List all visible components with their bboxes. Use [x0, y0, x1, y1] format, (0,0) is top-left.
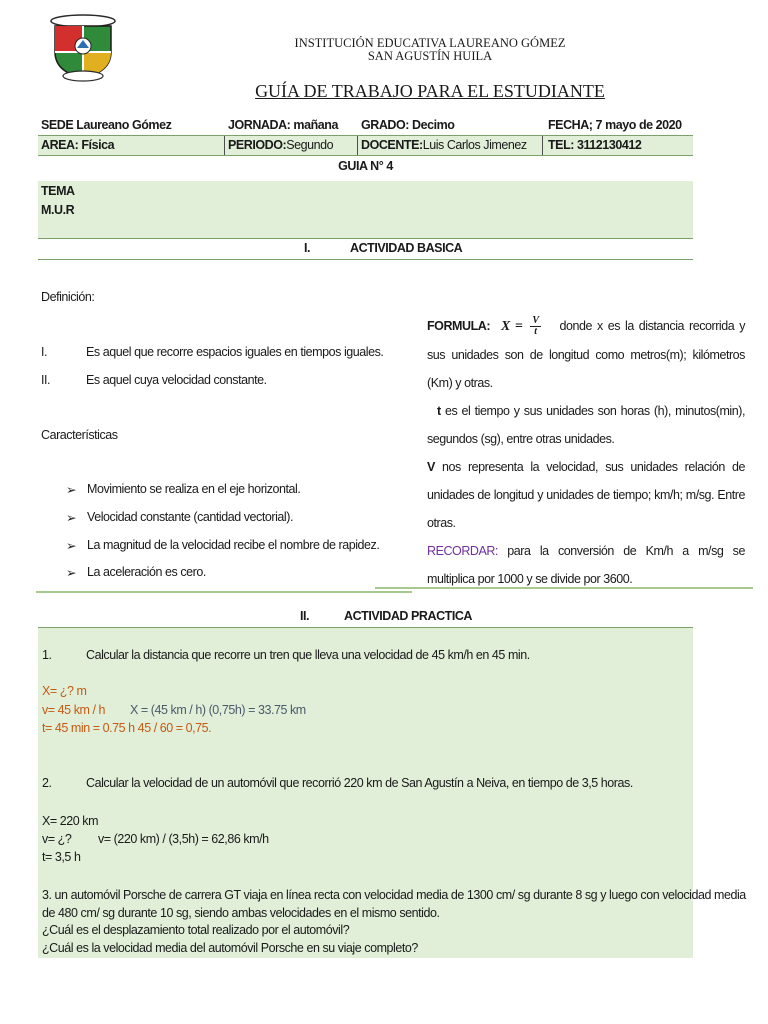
- formula-line: [427, 397, 745, 453]
- activity-basic-number: I.: [304, 241, 311, 255]
- topic-value: M.U.R: [41, 203, 75, 217]
- institution-header: [200, 37, 660, 63]
- definition-number: II.: [41, 373, 51, 387]
- problem-1-v: v= 45 km / h: [42, 703, 106, 717]
- docente-value: Luis Carlos Jimenez: [422, 138, 527, 152]
- problem-2-v: v= ¿?: [42, 832, 72, 846]
- sede-cell: SEDE Laureano Gómez: [41, 118, 172, 132]
- info-row-1: [38, 118, 693, 136]
- arrow-bullet-icon: ➢: [66, 483, 77, 497]
- fecha-cell: FECHA; 7 mayo de 2020: [548, 118, 682, 132]
- jornada-cell: [228, 118, 338, 132]
- formula-label: FORMULA:: [427, 319, 491, 333]
- problem-3-question-2: ¿Cuál es la velocidad media del automóvil Porsche en su viaje completo?: [42, 941, 418, 955]
- problem-2-text: Calcular la velocidad de un automóvil que recorrió 220 km de San Agustín a Neiva, en tiempo de 3,5 horas.: [86, 776, 633, 790]
- reminder-label: RECORDAR:: [427, 544, 498, 558]
- problem-1-number: 1.: [42, 648, 52, 662]
- topic-box: [38, 181, 693, 239]
- reminder-line: [427, 537, 745, 593]
- definition-label: Definición:: [41, 290, 95, 304]
- problem-3-line-1: 3. un automóvil Porsche de carrera GT viaja en línea recta con velocidad media de 1300 cm/ sg durante 8 sg y luego con velocidad media: [42, 888, 746, 902]
- problem-2-t: t= 3,5 h: [42, 850, 81, 864]
- docente-label: DOCENTE:: [361, 138, 423, 152]
- formula-description-x: donde x es la distancia recorrida y sus unidades son de longitud como metros(m); kilómetros (Km) y otras.: [427, 319, 746, 390]
- reminder-text: para la conversión de Km/h a m/sg se multiplica por 1000 y se divide por 3600.: [427, 544, 745, 586]
- formula-description-v: nos representa la velocidad, sus unidades relación de unidades de longitud y unidades de tiempo; km/h; m/sg. Entre otras.: [427, 460, 745, 530]
- grado-label: GRADO:: [361, 118, 409, 132]
- info-row-2: [38, 136, 693, 156]
- jornada-value: mañana: [293, 118, 338, 132]
- school-crest-icon: [45, 10, 121, 82]
- cell-divider: [542, 136, 543, 155]
- arrow-bullet-icon: ➢: [66, 511, 77, 525]
- area-value: Física: [81, 138, 115, 152]
- periodo-cell: [228, 138, 333, 152]
- characteristic-item: [66, 538, 76, 553]
- characteristic-text: La aceleración es cero.: [87, 565, 206, 579]
- periodo-label: PERIODO:: [228, 138, 287, 152]
- cell-divider: [357, 136, 358, 155]
- problem-1-text: Calcular la distancia que recorre un tren que lleva una velocidad de 45 km/h en 45 min.: [86, 648, 530, 662]
- definition-item: [41, 345, 47, 359]
- characteristic-text: Velocidad constante (cantidad vectorial).: [87, 510, 293, 524]
- definition-number: I.: [41, 345, 48, 359]
- activity-basic-header: [38, 239, 693, 260]
- activity-basic-title: ACTIVIDAD BASICA: [350, 241, 463, 255]
- formula-t-label: t: [437, 404, 441, 418]
- area-label: AREA:: [41, 138, 79, 152]
- section-divider: [36, 591, 412, 593]
- practice-box: [38, 628, 746, 958]
- formula-lhs: X =: [501, 319, 523, 334]
- characteristic-item: [66, 482, 76, 497]
- arrow-bullet-icon: ➢: [66, 566, 77, 580]
- problem-1-calc: X = (45 km / h) (0,75h) = 33.75 km: [130, 703, 306, 717]
- problem-2-x: X= 220 km: [42, 814, 99, 828]
- problem-2-number: 2.: [42, 776, 52, 790]
- periodo-value: Segundo: [286, 138, 334, 152]
- problem-1-x: X= ¿? m: [42, 684, 87, 698]
- formula-denominator: t: [534, 326, 537, 338]
- definition-text: Es aquel cuya velocidad constante.: [86, 373, 267, 387]
- problem-1-t: t= 45 min = 0.75 h 45 / 60 = 0,75.: [42, 721, 212, 735]
- area-cell: [41, 138, 114, 152]
- formula-v-label: V: [427, 460, 435, 474]
- characteristic-item: [66, 565, 76, 580]
- arrow-bullet-icon: ➢: [66, 539, 77, 553]
- cell-divider: [224, 136, 225, 155]
- formula-block: [427, 312, 745, 593]
- problem-3-line-2: de 480 cm/ sg durante 10 sg, siendo ambas velocidades en el mismo sentido.: [42, 906, 440, 920]
- formula-description-t: es el tiempo y sus unidades son horas (h), minutos(min), segundos (sg), entre otras unidades.: [427, 404, 745, 446]
- activity-practice-title: ACTIVIDAD PRACTICA: [344, 609, 473, 623]
- section-divider: [375, 587, 753, 589]
- tel-cell: TEL: 3112130412: [548, 138, 642, 152]
- definition-text: Es aquel que recorre espacios iguales en tiempos iguales.: [86, 345, 384, 359]
- guide-number: GUIA N° 4: [338, 159, 393, 173]
- formula-line: [427, 453, 745, 537]
- institution-city: SAN AGUSTÍN HUILA: [367, 49, 493, 63]
- jornada-label: JORNADA:: [228, 118, 291, 132]
- grado-value: Decimo: [412, 118, 455, 132]
- problem-3-question-1: ¿Cuál es el desplazamiento total realizado por el automóvil?: [42, 923, 350, 937]
- formula-fraction: [530, 316, 540, 337]
- characteristic-text: La magnitud de la velocidad recibe el nombre de rapidez.: [87, 538, 380, 552]
- topic-label: TEMA: [41, 184, 75, 198]
- grado-cell: [361, 118, 455, 132]
- guide-number-row: [38, 156, 693, 180]
- formula-numerator: V: [532, 315, 539, 327]
- activity-practice-number: II.: [300, 609, 310, 623]
- docente-cell: [361, 138, 527, 152]
- institution-name: INSTITUCIÓN EDUCATIVA LAUREANO GÓMEZ: [294, 36, 566, 50]
- characteristic-item: [66, 510, 76, 525]
- formula-line: [427, 312, 745, 397]
- guide-title: GUÍA DE TRABAJO PARA EL ESTUDIANTE: [255, 81, 605, 101]
- characteristics-label: Características: [41, 428, 118, 442]
- characteristic-text: Movimiento se realiza en el eje horizontal.: [87, 482, 301, 496]
- definition-item: [41, 373, 50, 387]
- activity-practice-header: [38, 607, 693, 628]
- problem-2-calc: v= (220 km) / (3,5h) = 62,86 km/h: [98, 832, 269, 846]
